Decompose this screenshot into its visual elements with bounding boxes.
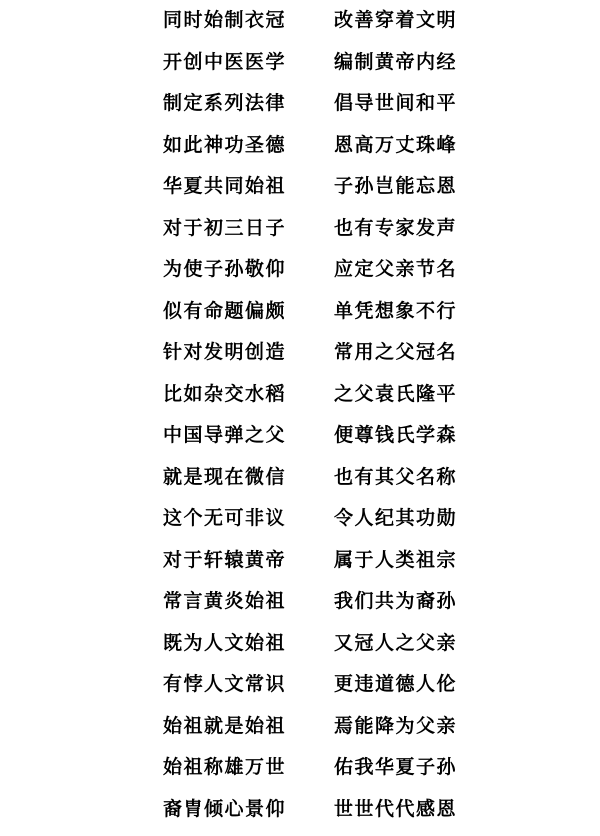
poem-line-left: 裔胄倾心景仰 [163, 797, 287, 820]
poem-line-right: 便尊钱氏学森 [334, 424, 458, 446]
poem-line-right: 倡导世间和平 [334, 92, 458, 114]
poem-line-right: 应定父亲节名 [334, 258, 458, 280]
poem-line-left: 同时始制衣冠 [163, 9, 287, 31]
poem-line [0, 208, 600, 250]
poem-line-right: 焉能降为父亲 [334, 714, 458, 737]
poem-line-right: 更违道德人伦 [334, 673, 458, 695]
poem-line-left: 就是现在微信 [163, 465, 287, 488]
poem-line-left: 对于初三日子 [163, 216, 287, 239]
poem-line [0, 747, 600, 789]
poem-line-right: 子孙岂能忘恩 [334, 175, 458, 197]
poem-line-left: 始祖称雄万世 [163, 756, 287, 778]
poem-line-left: 开创中医医学 [163, 50, 287, 73]
poem-line [0, 332, 600, 374]
poem-line [0, 291, 600, 333]
poem-line [0, 623, 600, 665]
poem-line-right: 我们共为裔孙 [334, 590, 458, 612]
poem-line-right: 也有其父名称 [334, 465, 458, 488]
poem-line [0, 83, 600, 125]
poem-line [0, 540, 600, 582]
poem-line [0, 0, 600, 42]
poem-line-left: 有悖人文常识 [163, 673, 287, 695]
poem-line-right: 常用之父冠名 [334, 341, 458, 363]
poem-line [0, 42, 600, 84]
poem-line-right: 佑我华夏子孙 [334, 756, 458, 778]
poem-line-left: 如此神功圣德 [163, 133, 287, 156]
poem-line-left: 华夏共同始祖 [163, 175, 287, 197]
poem-line [0, 664, 600, 706]
poem-line-left: 这个无可非议 [163, 507, 287, 529]
poem-line-left: 对于轩辕黄帝 [163, 548, 287, 571]
poem-line [0, 457, 600, 499]
poem-line-right: 之父袁氏隆平 [334, 382, 458, 405]
poem-line-right: 改善穿着文明 [334, 9, 458, 31]
poem-line-right: 又冠人之父亲 [334, 631, 458, 654]
poem-line [0, 125, 600, 167]
poem-line [0, 498, 600, 540]
poem-line-left: 似有命题偏颇 [163, 299, 287, 322]
poem-line-right: 单凭想象不行 [334, 299, 458, 322]
poem-line-right: 世世代代感恩 [334, 797, 458, 820]
poem-line [0, 581, 600, 623]
poem-line [0, 166, 600, 208]
poem-line-right: 也有专家发声 [334, 216, 458, 239]
poem-line-left: 制定系列法律 [163, 92, 287, 114]
poem-line [0, 249, 600, 291]
poem-line-right: 编制黄帝内经 [334, 50, 458, 73]
poem-line-left: 始祖就是始祖 [163, 714, 287, 737]
poem-line [0, 789, 600, 831]
poem-line-left: 比如杂交水稻 [163, 382, 287, 405]
poem-line-right: 令人纪其功勋 [334, 507, 458, 529]
poem-line-left: 为使子孙敬仰 [163, 258, 287, 280]
poem-line-left: 针对发明创造 [163, 341, 287, 363]
poem-line-right: 属于人类祖宗 [334, 548, 458, 571]
poem-line [0, 706, 600, 748]
poem-line-left: 中国导弹之父 [163, 424, 287, 446]
poem-line [0, 374, 600, 416]
poem-line-right: 恩高万丈珠峰 [334, 133, 458, 156]
poem-line-left: 常言黄炎始祖 [163, 590, 287, 612]
poem-line [0, 415, 600, 457]
poem-line-left: 既为人文始祖 [163, 631, 287, 654]
